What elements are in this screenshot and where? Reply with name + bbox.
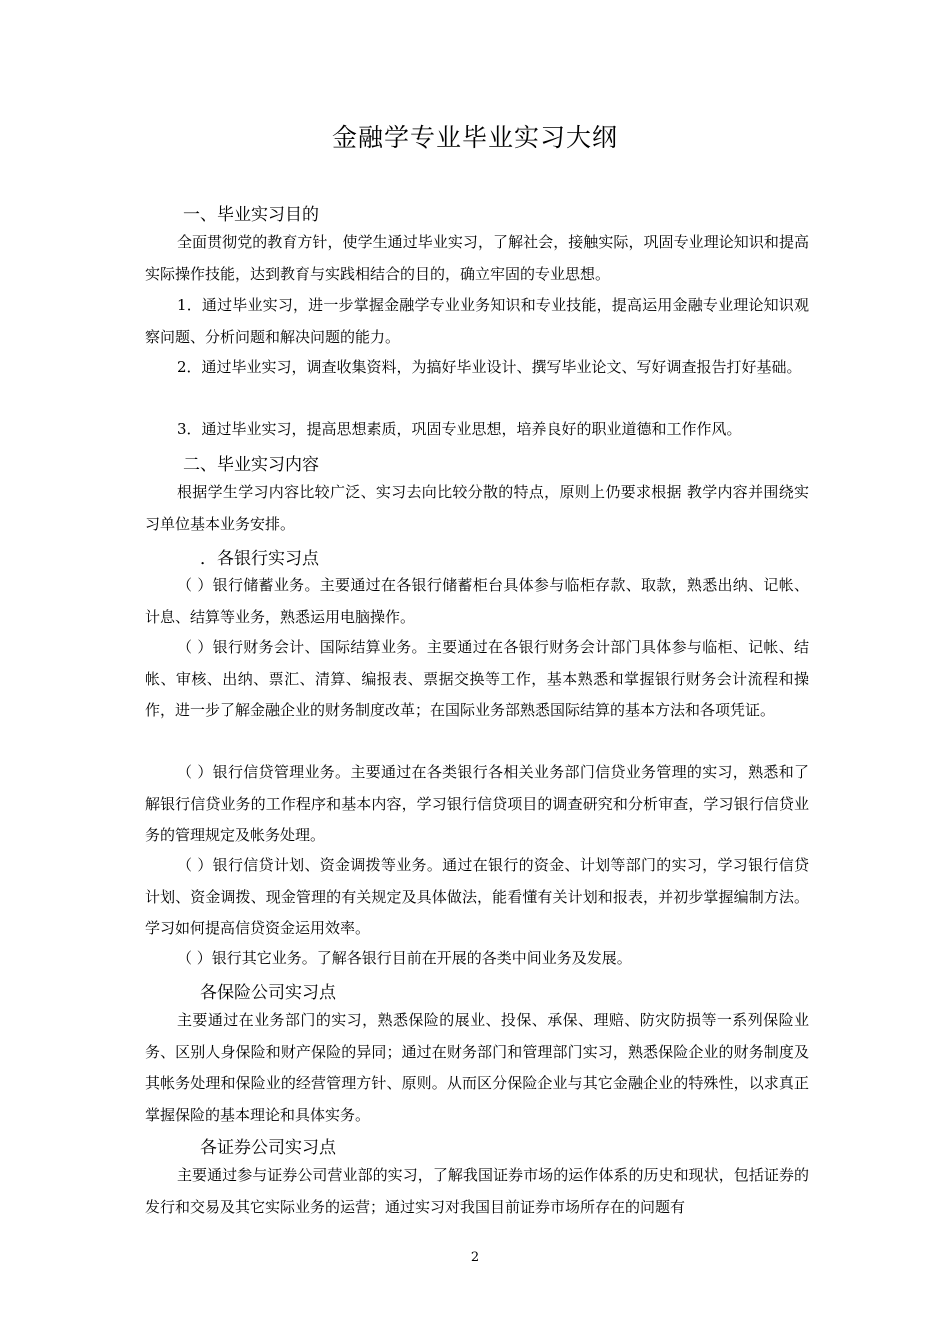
- page-number: 2: [470, 1250, 480, 1265]
- section1-item-2: 2．通过毕业实习，调查收集资料，为搞好毕业设计、撰写毕业论文、写好调查报告打好基础。: [177, 358, 802, 376]
- securities-paragraph: 主要通过参与证券公司营业部的实习，了解我国证券市场的运作体系的历史和现状，包括证券的发行和交易及其它实际业务的运营；通过实习对我国目前证券市场所存在的问题有: [145, 1166, 809, 1216]
- insurance-paragraph: 主要通过在业务部门的实习，熟悉保险的展业、投保、承保、理赔、防灾防损等一系列保险业务、区别人身保险和财产保险的异同；通过在财务部门和管理部门实习，熟悉保险企业的财务制度及其帐务处理和保险业的经营管理方针、原则。从而区分保险企业与其它金融企业的特殊性，以求真正掌握保险的基本理论和具体实务。: [145, 1011, 809, 1124]
- section2-intro: 根据学生学习内容比较广泛、实习去向比较分散的特点，原则上仍要求根据 教学内容并围绕实习单位基本业务安排。: [145, 483, 809, 533]
- section1-intro: 全面贯彻党的教育方针，使学生通过毕业实习，了解社会，接触实际，巩固专业理论知识和提高实际操作技能，达到教育与实践相结合的目的，确立牢固的专业思想。: [145, 233, 809, 283]
- insurance-subheading: 各保险公司实习点: [200, 983, 336, 1003]
- bank-paragraph-2: （ ）银行财务会计、国际结算业务。主要通过在各银行财务会计部门具体参与临柜、记帐、结帐、审核、出纳、票汇、清算、编报表、票据交换等工作，基本熟悉和掌握银行财务会计流程和操作，进一步了解金融企业的财务制度改革；在国际业务部熟悉国际结算的基本方法和各项凭证。: [145, 638, 809, 719]
- section1-heading: 一、毕业实习目的: [183, 205, 319, 225]
- bank-paragraph-5: （ ）银行其它业务。了解各银行目前在开展的各类中间业务及发展。: [177, 949, 632, 967]
- bank-paragraph-4: （ ）银行信贷计划、资金调拨等业务。通过在银行的资金、计划等部门的实习，学习银行信贷计划、资金调拨、现金管理的有关规定及具体做法，能看懂有关计划和报表，并初步掌握编制方法。学习如何提高信贷资金运用效率。: [145, 856, 809, 937]
- section1-item-1: 1．通过毕业实习，进一步掌握金融学专业业务知识和专业技能，提高运用金融专业理论知识观察问题、分析问题和解决问题的能力。: [145, 296, 809, 346]
- bank-paragraph-1: （ ）银行储蓄业务。主要通过在各银行储蓄柜台具体参与临柜存款、取款，熟悉出纳、记帐、计息、结算等业务，熟悉运用电脑操作。: [145, 576, 809, 626]
- bank-paragraph-3: （ ）银行信贷管理业务。主要通过在各类银行各相关业务部门信贷业务管理的实习，熟悉和了解银行信贷业务的工作程序和基本内容，学习银行信贷项目的调查研究和分析审查，学习银行信贷业务的管理规定及帐务处理。: [145, 763, 809, 844]
- securities-subheading: 各证券公司实习点: [200, 1138, 336, 1158]
- section1-item-3: 3．通过毕业实习，提高思想素质，巩固专业思想，培养良好的职业道德和工作作风。: [177, 420, 742, 438]
- section2-heading: 二、毕业实习内容: [183, 455, 319, 475]
- page-title: 金融学专业毕业实习大纲: [331, 123, 618, 152]
- bank-subheading: ．各银行实习点: [200, 549, 319, 569]
